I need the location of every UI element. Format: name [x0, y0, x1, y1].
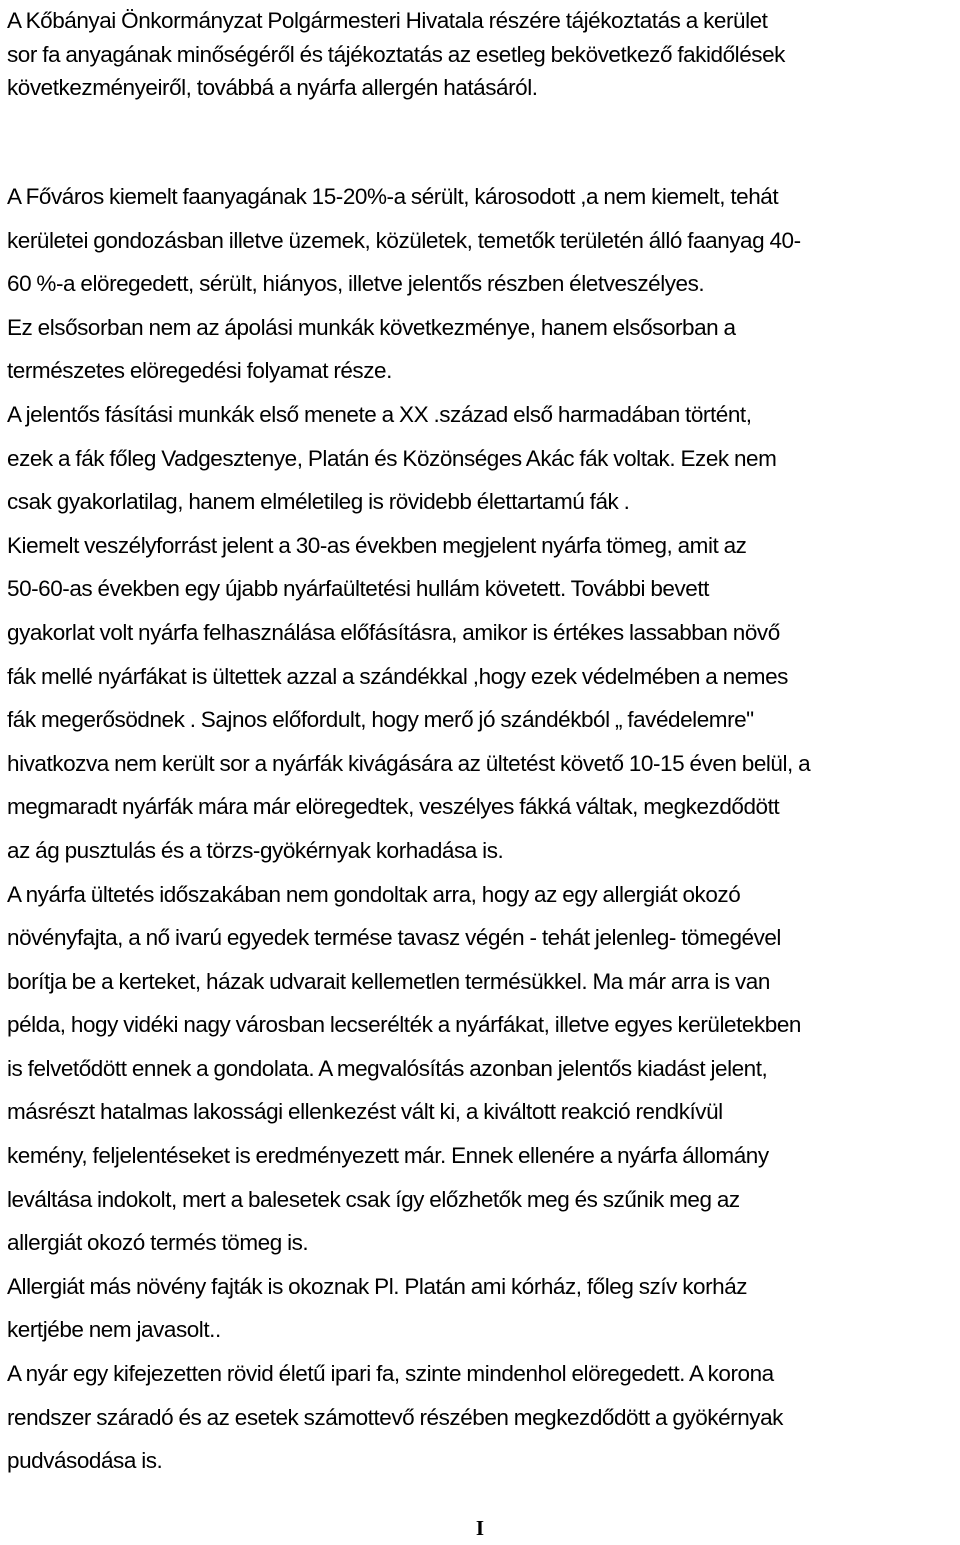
body-line: A jelentős fásítási munkák első menete a XX .század első harmadában történt,: [7, 401, 752, 427]
body-line: fák megerősödnek . Sajnos előfordult, hogy merő jó szándékból „ favédelemre": [7, 707, 754, 733]
body-line: gyakorlat volt nyárfa felhasználása előfásításra, amikor is értékes lassabban növő: [7, 619, 780, 645]
body-line: pudvásodása is.: [7, 1448, 163, 1474]
body-line: A nyár egy kifejezetten rövid életű ipari fa, szinte mindenhol elöregedett. A korona: [7, 1361, 774, 1387]
body-line: példa, hogy vidéki nagy városban lecserélték a nyárfákat, illetve egyes kerületekben: [7, 1012, 801, 1038]
body-line: megmaradt nyárfák mára már elöregedtek, veszélyes fákká váltak, megkezdődött: [7, 794, 780, 820]
body-line: 50-60-as években egy újabb nyárfaültetési hullám követett. További bevett: [7, 576, 709, 602]
body-line: kemény, feljelentéseket is eredményezett már. Ennek ellenére a nyárfa állomány: [7, 1143, 769, 1169]
page-number: I: [475, 1516, 485, 1540]
body-line: fák mellé nyárfákat is ültettek azzal a szándékkal ,hogy ezek védelmében a nemes: [7, 663, 788, 689]
document-body: [7, 175, 955, 1483]
body-line: A Főváros kiemelt faanyagának 15-20%-a sérült, károsodott ,a nem kiemelt, tehát: [7, 184, 779, 209]
body-line: másrészt hatalmas lakossági ellenkezést vált ki, a kiváltott reakció rendkívül: [7, 1099, 723, 1125]
body-line: Allergiát más növény fajták is okoznak Pl. Platán ami kórház, főleg szív korház: [7, 1273, 748, 1299]
body-line: rendszer száradó és az esetek számottevő részében megkezdődött a gyökérnyak: [7, 1404, 783, 1430]
body-line: 60 %-a elöregedett, sérült, hiányos, illetve jelentős részben életveszélyes.: [7, 271, 705, 297]
body-line: A nyárfa ültetés időszakában nem gondoltak arra, hogy az egy allergiát okozó: [7, 881, 741, 907]
body-line: leváltása indokolt, mert a balesetek csak így előzhetők meg és szűnik meg az: [7, 1186, 740, 1212]
body-line: borítja be a kerteket, házak udvarait kellemetlen termésükkel. Ma már arra is van: [7, 968, 770, 994]
body-line: növényfajta, a nő ivarú egyedek termése tavasz végén - tehát jelenleg- tömegével: [7, 925, 781, 951]
body-line: kertjébe nem javasolt..: [7, 1317, 221, 1343]
body-line: az ág pusztulás és a törzs-gyökérnyak korhadása is.: [7, 837, 504, 863]
body-line: természetes elöregedési folyamat része.: [7, 358, 392, 384]
body-line: allergiát okozó termés tömeg is.: [7, 1230, 309, 1256]
heading-line: következményeiről, továbbá a nyárfa allergén hatásáról.: [7, 75, 538, 100]
body-line: ezek a fák főleg Vadgesztenye, Platán és Közönséges Akác fák voltak. Ezek nem: [7, 445, 777, 471]
body-line: Ez elsősorban nem az ápolási munkák következménye, hanem elsősorban a: [7, 314, 736, 340]
body-line: hivatkozva nem került sor a nyárfák kivágására az ültetést követő 10-15 éven belül, a: [7, 750, 811, 776]
heading-line: A Kőbányai Önkormányzat Polgármesteri Hivatala részére tájékoztatás a kerület: [7, 8, 768, 33]
document-heading: [7, 4, 955, 105]
heading-line: sor fa anyagának minőségéről és tájékoztatás az esetleg bekövetkező fakidőlések: [7, 41, 785, 67]
body-line: kerületei gondozásban illetve üzemek, közületek, temetők területén álló faanyag 40-: [7, 227, 801, 253]
body-line: csak gyakorlatilag, hanem elméletileg is rövidebb élettartamú fák .: [7, 489, 630, 515]
body-line: Kiemelt veszélyforrást jelent a 30-as években megjelent nyárfa tömeg, amit az: [7, 532, 747, 558]
body-line: is felvetődött ennek a gondolata. A megvalósítás azonban jelentős kiadást jelent,: [7, 1055, 768, 1081]
